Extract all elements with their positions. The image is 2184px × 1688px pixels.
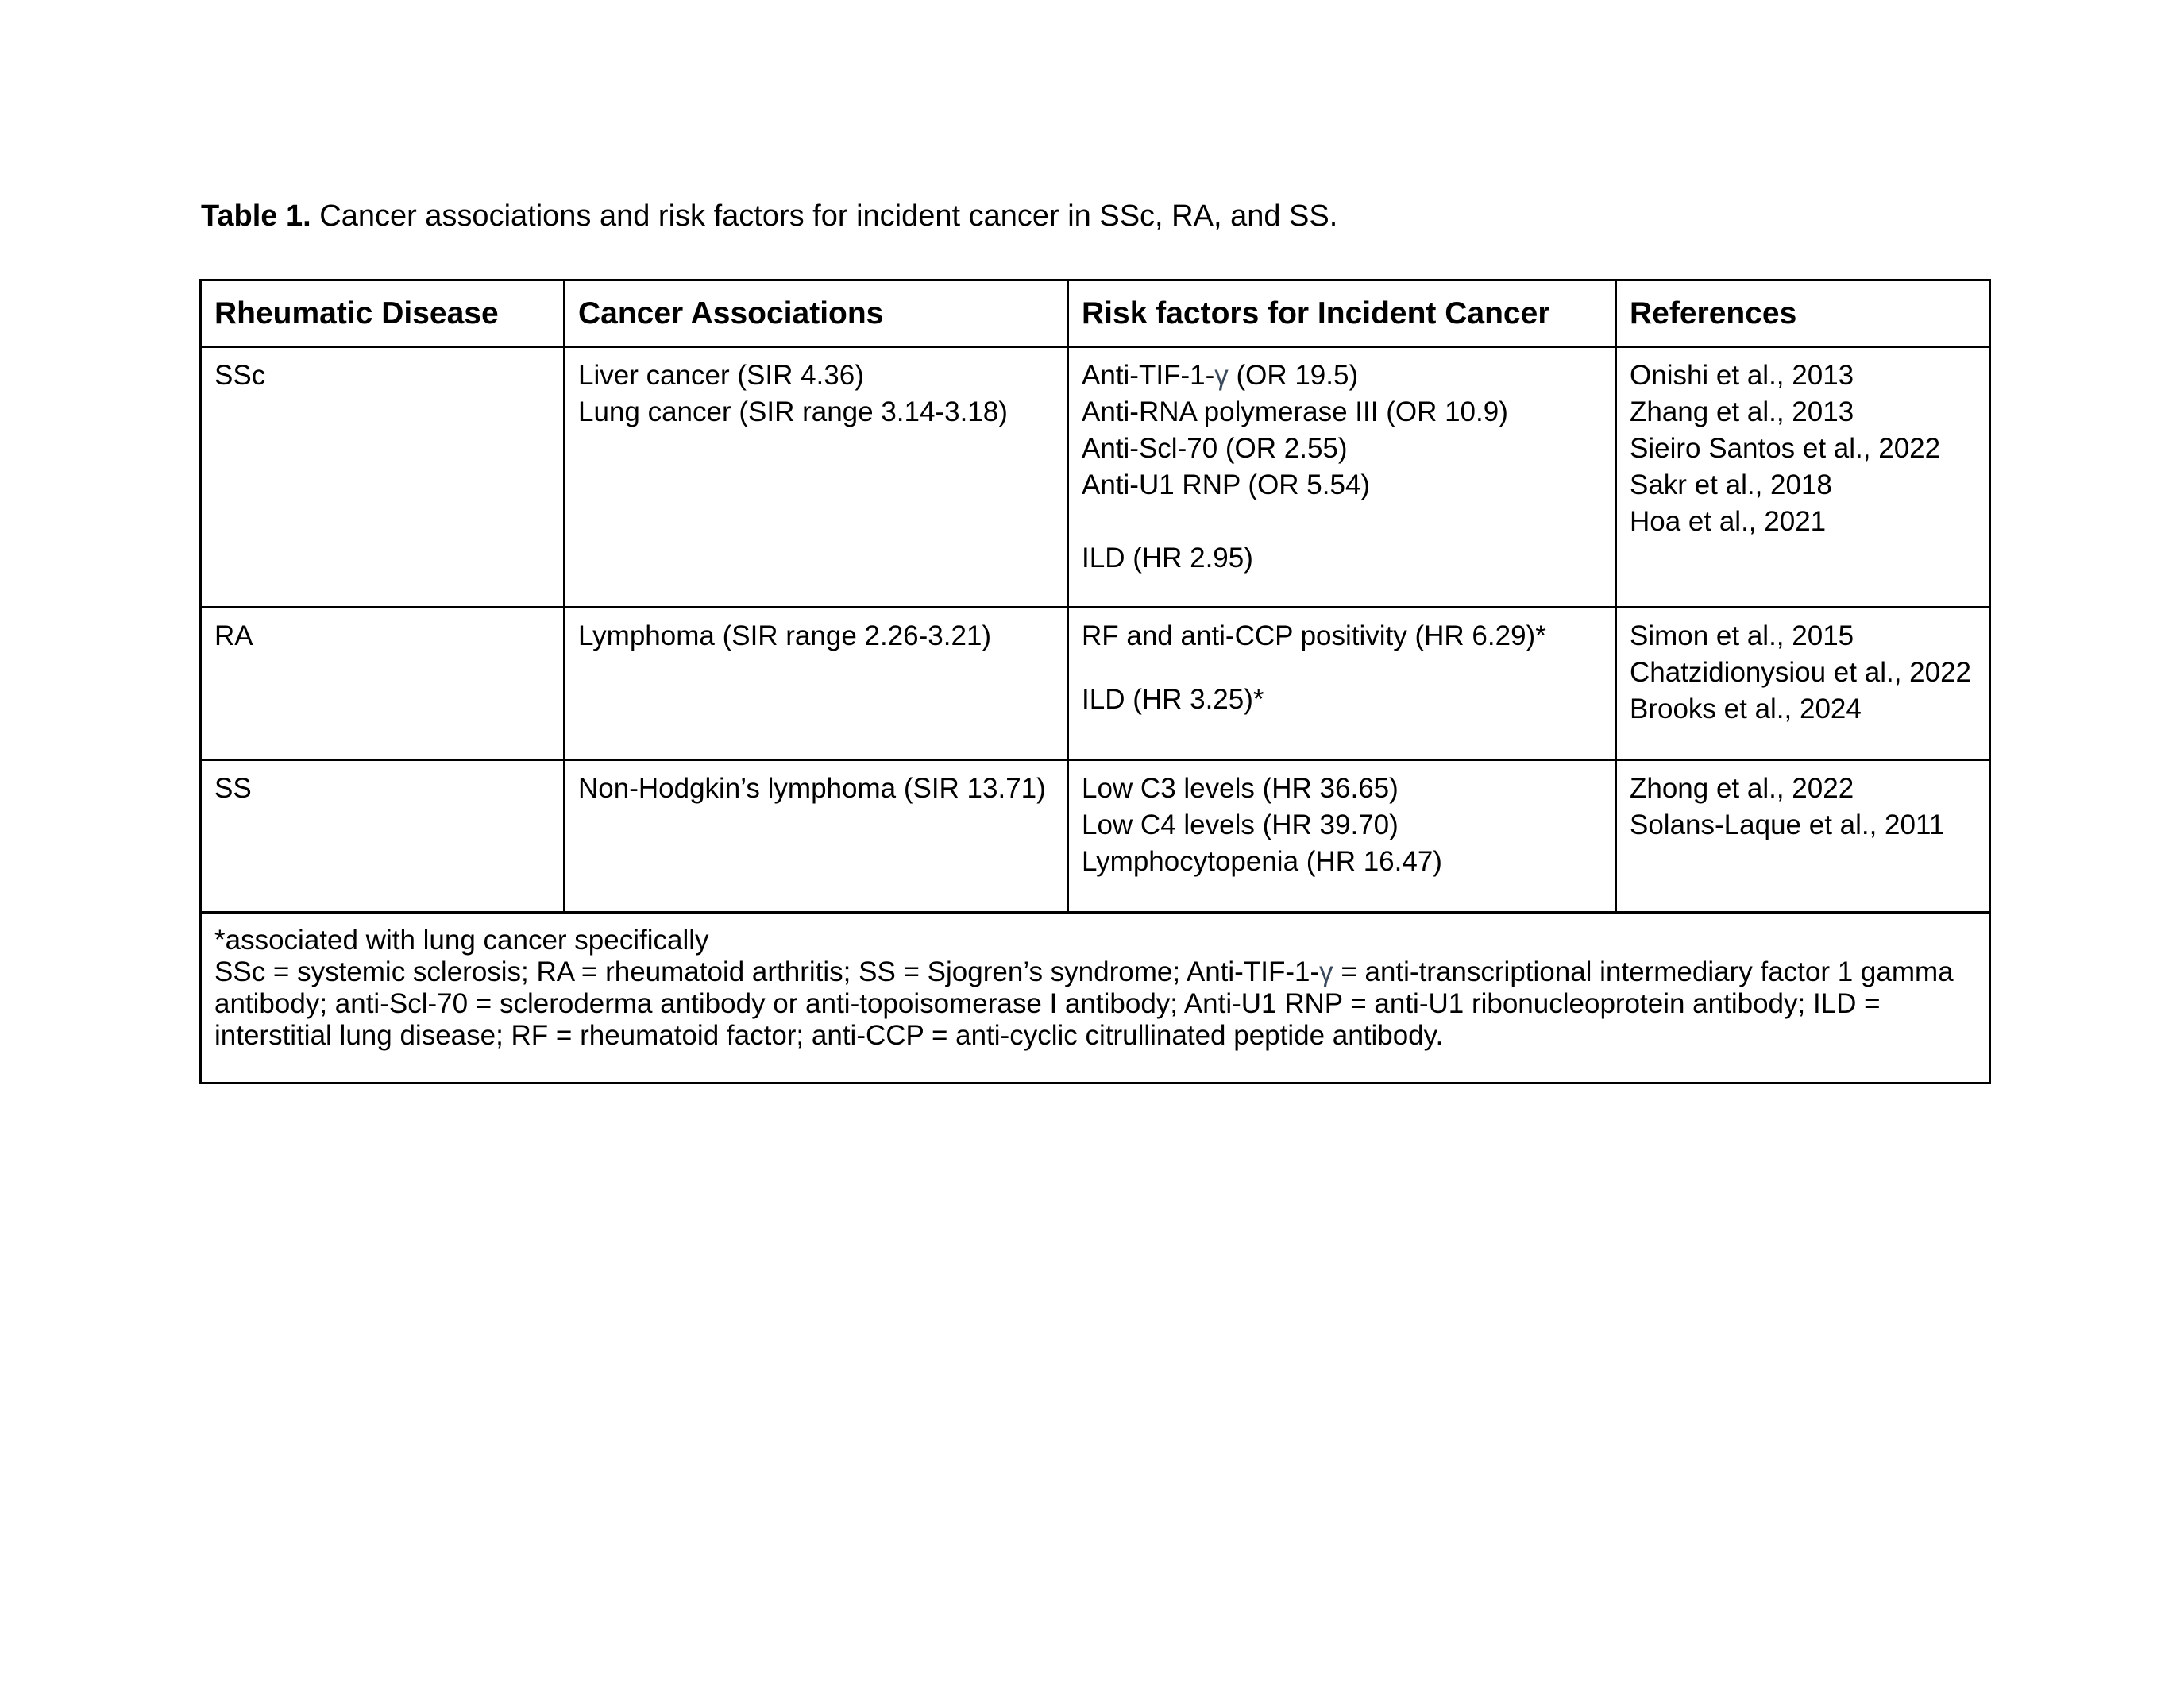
association-item: Non-Hodgkin’s lymphoma (SIR 13.71) (578, 773, 1046, 804)
asterisk-footnote: *associated with lung cancer specifically (214, 925, 709, 956)
disease-name: RA (214, 620, 253, 651)
risk-factor-item: Anti-Scl-70 (OR 2.55) (1082, 433, 1348, 464)
reference-item: Sakr et al., 2018 (1630, 469, 1832, 500)
table-caption (201, 199, 1337, 234)
gamma-symbol: γ (1214, 360, 1229, 391)
reference-item: Zhang et al., 2013 (1630, 396, 1854, 427)
gamma-symbol: γ (1319, 956, 1333, 987)
risk-factor-prefix: Anti-TIF-1- (1082, 360, 1215, 391)
table-row-ss (201, 760, 1990, 913)
risk-factor-item: Anti-U1 RNP (OR 5.54) (1082, 469, 1371, 500)
table-footnote-row (201, 913, 1990, 1083)
reference-item: Chatzidionysiou et al., 2022 (1630, 657, 1971, 688)
risk-factor-item: Low C3 levels (HR 36.65) (1082, 773, 1399, 804)
reference-item: Zhong et al., 2022 (1630, 773, 1854, 804)
references-cell (1616, 760, 1990, 913)
risk-factor-item: ILD (HR 2.95) (1082, 543, 1253, 574)
reference-item: Hoa et al., 2021 (1630, 506, 1827, 537)
caption-text: Cancer associations and risk factors for incident cancer in SSc, RA, and SS. (311, 199, 1338, 233)
table-header-row (201, 280, 1990, 347)
caption-label: Table 1. (201, 199, 311, 233)
risk-factor-item: ILD (HR 3.25)* (1082, 684, 1264, 715)
reference-item: Brooks et al., 2024 (1630, 693, 1862, 724)
reference-item: Onishi et al., 2013 (1630, 360, 1854, 391)
table-row-ra (201, 608, 1990, 760)
header-references: References (1616, 280, 1990, 347)
risk-factors-cell (1068, 760, 1616, 913)
risk-factor-suffix: (OR 19.5) (1228, 360, 1359, 391)
reference-item: Simon et al., 2015 (1630, 620, 1854, 651)
reference-item: Sieiro Santos et al., 2022 (1630, 433, 1941, 464)
associations-cell (565, 347, 1068, 608)
disease-cell (201, 347, 565, 608)
abbreviations-part1: SSc = systemic sclerosis; RA = rheumatoid arthritis; SS = Sjogren’s syndrome; Anti-TIF-1- (214, 956, 1320, 987)
association-item: Lung cancer (SIR range 3.14-3.18) (578, 396, 1008, 427)
risk-factor-item (1082, 357, 1602, 394)
cancer-associations-table (199, 279, 1991, 1084)
risk-factor-item: Low C4 levels (HR 39.70) (1082, 809, 1399, 840)
association-item: Liver cancer (SIR 4.36) (578, 360, 864, 391)
header-risk-factors: Risk factors for Incident Cancer (1068, 280, 1616, 347)
references-cell (1616, 347, 1990, 608)
disease-cell (201, 760, 565, 913)
association-item: Lymphoma (SIR range 2.26-3.21) (578, 620, 992, 651)
risk-factor-item: Anti-RNA polymerase III (OR 10.9) (1082, 396, 1508, 427)
risk-factors-cell (1068, 608, 1616, 760)
disease-cell (201, 608, 565, 760)
header-cancer-associations: Cancer Associations (565, 280, 1068, 347)
footnote-cell (201, 913, 1990, 1083)
risk-factors-cell (1068, 347, 1616, 608)
risk-factor-item: Lymphocytopenia (HR 16.47) (1082, 846, 1442, 877)
table-row-ssc (201, 347, 1990, 608)
header-rheumatic-disease: Rheumatic Disease (201, 280, 565, 347)
reference-item: Solans-Laque et al., 2011 (1630, 809, 1945, 840)
abbreviations-footnote (214, 956, 1976, 1052)
associations-cell (565, 760, 1068, 913)
disease-name: SS (214, 773, 252, 804)
risk-factor-item: RF and anti-CCP positivity (HR 6.29)* (1082, 620, 1546, 651)
references-cell (1616, 608, 1990, 760)
abbreviations-part2: = anti-transcriptional intermediary factor 1 gamma antibody; anti-Scl-70 = scleroderma antibody or anti-topoisomerase I antibody; Anti-U1 RNP = anti-U1 ribonucleoprotein antibody; ILD = interstitial lung disease; RF = rheumatoid factor; anti-CCP = anti-cyclic citrullinated peptide antibody. (214, 956, 1954, 1051)
associations-cell (565, 608, 1068, 760)
disease-name: SSc (214, 360, 266, 391)
